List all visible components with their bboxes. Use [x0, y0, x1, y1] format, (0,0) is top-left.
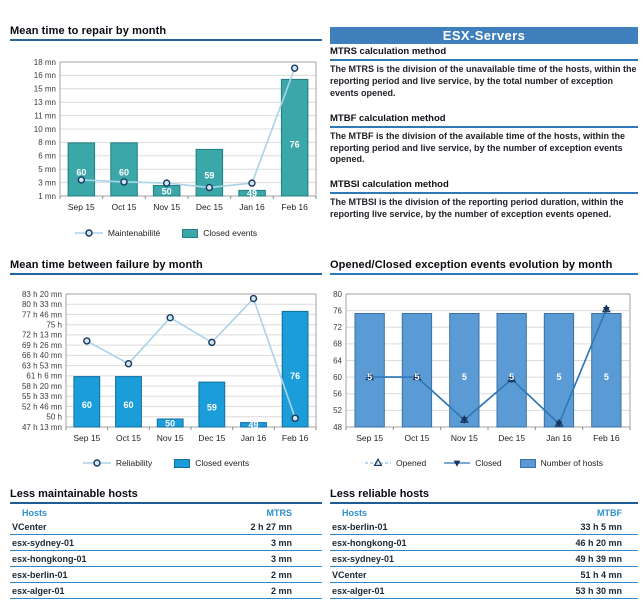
- svg-text:1 mn: 1 mn: [38, 191, 56, 201]
- svg-text:48: 48: [333, 422, 342, 432]
- svg-text:47 h 13 mn: 47 h 13 mn: [21, 422, 62, 432]
- line-marker-icon: [75, 228, 103, 238]
- column-header-mtbf: MTBF: [597, 508, 622, 518]
- svg-text:60: 60: [81, 399, 92, 410]
- svg-text:3 mn: 3 mn: [38, 178, 56, 188]
- svg-text:49: 49: [248, 420, 259, 431]
- legend-item-maintainability: [75, 228, 160, 238]
- mtbf-calc-section: [330, 113, 638, 167]
- svg-text:76: 76: [290, 371, 301, 382]
- heading-rule: [330, 59, 638, 61]
- svg-text:Oct 15: Oct 15: [111, 202, 137, 212]
- less-maintainable-hosts-table: [10, 488, 322, 599]
- metric-value: 2 mn: [166, 567, 322, 583]
- legend-label: Closed events: [195, 458, 250, 468]
- svg-text:Feb 16: Feb 16: [593, 433, 620, 443]
- svg-text:63 h 53 mn: 63 h 53 mn: [21, 361, 62, 371]
- table-row: [10, 551, 322, 567]
- host-name: esx-alger-01: [330, 583, 484, 599]
- column-header-hosts: Hosts: [342, 508, 368, 518]
- mtbsi-calc-section: [330, 179, 638, 221]
- dashed-line-triangle-icon: [365, 458, 391, 468]
- svg-text:60: 60: [118, 167, 130, 178]
- table-title: Less maintainable hosts: [10, 488, 138, 500]
- legend-item-closed-events: [174, 458, 249, 468]
- heading-rule: [330, 126, 638, 128]
- metric-value: 2 h 27 mn: [166, 519, 322, 535]
- svg-text:Nov 15: Nov 15: [450, 433, 478, 443]
- mtrs-calc-heading: MTRS calculation method: [330, 46, 447, 57]
- table-row: [330, 583, 638, 599]
- mtbf-calc-heading: MTBF calculation method: [330, 112, 446, 124]
- metric-value: 3 mn: [166, 535, 322, 551]
- svg-text:60: 60: [333, 372, 342, 382]
- host-name: esx-berlin-01: [10, 567, 166, 583]
- steel-blue-swatch-icon: [520, 459, 536, 468]
- svg-text:5: 5: [367, 372, 373, 383]
- hosts-mtbf-table: [330, 505, 638, 599]
- svg-text:16 mn: 16 mn: [33, 71, 56, 81]
- svg-text:11 mn: 11 mn: [34, 111, 56, 121]
- svg-text:13 mn: 13 mn: [33, 98, 56, 107]
- svg-text:66 h 40 mn: 66 h 40 mn: [21, 351, 62, 361]
- svg-text:Dec 15: Dec 15: [198, 433, 226, 443]
- svg-text:Nov 15: Nov 15: [156, 433, 184, 443]
- hosts-mtrs-table: [10, 505, 322, 599]
- events-title-rule: [330, 273, 638, 275]
- bars: [74, 311, 308, 427]
- svg-text:72: 72: [333, 323, 342, 333]
- svg-text:Sep 15: Sep 15: [73, 433, 101, 443]
- svg-text:77 h 46 mn: 77 h 46 mn: [21, 310, 62, 320]
- less-reliable-hosts-table: [330, 488, 638, 599]
- svg-text:60: 60: [123, 399, 134, 410]
- svg-text:5: 5: [556, 372, 562, 383]
- metric-value: 3 mn: [166, 551, 322, 567]
- events-chart: [330, 286, 638, 452]
- table-row: [10, 583, 322, 599]
- svg-text:Feb 16: Feb 16: [281, 202, 308, 212]
- heading-rule: [330, 192, 638, 194]
- metric-value: 46 h 20 mn: [484, 535, 638, 551]
- svg-text:Dec 15: Dec 15: [195, 202, 223, 212]
- svg-text:Oct 15: Oct 15: [404, 433, 430, 443]
- legend-label: Opened: [395, 458, 427, 468]
- legend-item-reliability: [83, 458, 152, 468]
- host-name: esx-sydney-01: [330, 551, 484, 567]
- svg-text:5: 5: [603, 372, 609, 383]
- svg-text:Feb 16: Feb 16: [281, 433, 309, 443]
- table-title: Less reliable hosts: [330, 488, 430, 500]
- mtrs-calc-section: [330, 46, 638, 100]
- host-name: VCenter: [330, 567, 484, 583]
- svg-text:76: 76: [289, 139, 300, 150]
- table-row: [10, 567, 322, 583]
- line-triangle-down-icon: [444, 458, 470, 468]
- mtrs-legend: [10, 226, 322, 240]
- events-legend: [330, 456, 638, 470]
- legend-label: Closed: [475, 458, 502, 468]
- svg-text:80 h 33 mn: 80 h 33 mn: [21, 300, 62, 310]
- mtrs-chart-title: Mean time to repair by month: [10, 25, 167, 37]
- svg-text:68: 68: [333, 339, 342, 349]
- legend-item-closed: [444, 458, 501, 468]
- table-title-rule: [330, 502, 638, 504]
- svg-text:76: 76: [333, 306, 342, 316]
- svg-text:52 h 46 mn: 52 h 46 mn: [21, 402, 62, 412]
- column-header-hosts: Hosts: [22, 508, 48, 518]
- legend-item-closed-events: [182, 228, 257, 238]
- events-chart-title: Opened/Closed exception events evolution by month: [330, 259, 613, 271]
- bar-labels: [82, 371, 300, 430]
- svg-text:Sep 15: Sep 15: [356, 433, 384, 443]
- svg-text:75 h: 75 h: [46, 320, 62, 330]
- host-name: esx-berlin-01: [330, 519, 484, 535]
- metric-value: 53 h 30 mn: [484, 583, 638, 599]
- mtbf-chart: [10, 286, 322, 452]
- svg-text:72 h 13 mn: 72 h 13 mn: [21, 330, 62, 340]
- svg-text:15 mn: 15 mn: [33, 84, 56, 94]
- svg-text:Nov 15: Nov 15: [153, 202, 181, 212]
- svg-text:Oct 15: Oct 15: [115, 433, 142, 443]
- mtbf-calc-body: The MTBF is the division of the available time of the hosts, within the reporting period and live service, by the number of exception events opened.: [330, 130, 626, 165]
- svg-text:Jan 16: Jan 16: [546, 433, 572, 443]
- svg-text:60: 60: [76, 167, 87, 178]
- svg-text:80: 80: [333, 289, 342, 299]
- legend-item-number-of-hosts: [520, 458, 603, 468]
- line-marker-icon: [83, 458, 111, 468]
- bars: [68, 79, 308, 196]
- mtbf-legend: [10, 456, 322, 470]
- mtbsi-calc-heading: MTBSI calculation method: [330, 179, 449, 191]
- mtbf-title-rule: [10, 273, 322, 275]
- svg-text:Jan 16: Jan 16: [239, 202, 265, 212]
- svg-text:56: 56: [333, 389, 342, 399]
- table-row: [330, 535, 638, 551]
- mtrs-chart: [10, 56, 322, 218]
- svg-text:50: 50: [165, 418, 176, 429]
- svg-text:55 h 33 mn: 55 h 33 mn: [21, 392, 62, 402]
- column-header-mtrs: MTRS: [266, 508, 292, 518]
- mtrs-calc-body: The MTRS is the division of the unavailable time of the hosts, within the reporting period and live service, by the total number of exception events opened.: [330, 64, 637, 98]
- svg-text:6 mn: 6 mn: [38, 151, 56, 161]
- metric-value: 51 h 4 mn: [484, 567, 638, 583]
- host-name: esx-hongkong-01: [10, 551, 166, 567]
- svg-text:50 h: 50 h: [46, 412, 62, 422]
- svg-text:5 mn: 5 mn: [38, 165, 56, 174]
- svg-text:Dec 15: Dec 15: [498, 433, 526, 443]
- calc-methods-panel: [330, 46, 638, 234]
- svg-text:Jan 16: Jan 16: [240, 433, 267, 443]
- legend-label: Reliability: [115, 458, 153, 468]
- svg-text:64: 64: [333, 356, 342, 366]
- host-name: VCenter: [10, 519, 166, 535]
- table-row: [330, 567, 638, 583]
- blue-swatch-icon: [174, 459, 190, 468]
- legend-label: Number of hosts: [540, 458, 604, 468]
- metric-value: 49 h 39 mn: [484, 551, 638, 567]
- svg-text:10 mn: 10 mn: [33, 124, 56, 134]
- svg-text:59: 59: [204, 170, 215, 181]
- svg-text:8 mn: 8 mn: [38, 138, 56, 148]
- svg-text:50: 50: [161, 186, 172, 197]
- mtbf-chart-title: Mean time between failure by month: [10, 259, 203, 271]
- svg-text:83 h 20 mn: 83 h 20 mn: [21, 289, 62, 299]
- mtrs-title-rule: [10, 39, 322, 41]
- svg-text:58 h 20 mn: 58 h 20 mn: [21, 381, 62, 391]
- legend-item-opened: [365, 458, 426, 468]
- metric-value: 33 h 5 mn: [484, 519, 638, 535]
- mtbsi-calc-body: The MTBSI is the division of the reporting period duration, within the reporting live service, by the number of exception events opened.: [330, 197, 624, 220]
- teal-swatch-icon: [182, 229, 198, 238]
- svg-text:59: 59: [206, 402, 217, 413]
- table-row: [330, 551, 638, 567]
- legend-label: Maintenabilité: [107, 228, 161, 238]
- host-name: esx-alger-01: [10, 583, 166, 599]
- svg-text:61 h 6 mn: 61 h 6 mn: [26, 371, 62, 381]
- table-row: [330, 519, 638, 535]
- svg-text:49: 49: [246, 188, 258, 199]
- svg-text:18 mn: 18 mn: [33, 57, 56, 67]
- table-title-rule: [10, 502, 322, 504]
- table-header-row: [10, 505, 322, 519]
- svg-text:69 h 26 mn: 69 h 26 mn: [21, 340, 62, 350]
- table-row: [10, 535, 322, 551]
- legend-label: Closed events: [203, 228, 258, 238]
- host-name: esx-hongkong-01: [330, 535, 484, 551]
- host-name: esx-sydney-01: [10, 535, 166, 551]
- table-row: [10, 519, 322, 535]
- svg-text:Sep 15: Sep 15: [67, 202, 95, 212]
- svg-text:52: 52: [333, 406, 342, 416]
- table-header-row: [330, 505, 638, 519]
- svg-text:5: 5: [414, 372, 420, 383]
- svg-text:5: 5: [461, 372, 467, 383]
- svg-text:5: 5: [509, 372, 515, 383]
- page-title: ESX-Servers: [330, 27, 638, 44]
- metric-value: 2 mn: [166, 583, 322, 599]
